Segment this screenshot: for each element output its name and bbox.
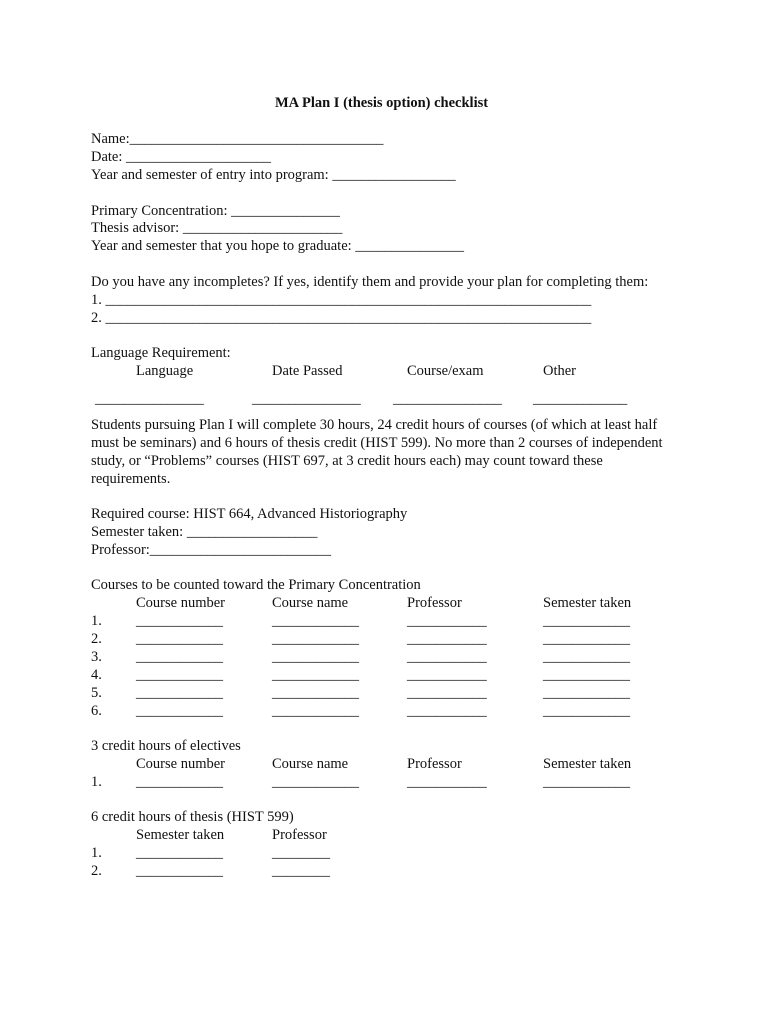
electives-blank[interactable]: ____________ xyxy=(136,774,223,790)
language-heading: Language Requirement: xyxy=(91,345,231,361)
primary-blank[interactable]: ____________ xyxy=(136,649,223,665)
requirements-paragraph: Students pursuing Plan I will complete 30 hours, 24 credit hours of courses (of which at least half must be seminars) and 6 hours of thesis credit (HIST 599). No more than 2 courses of independent study, or “Problems” courses (HIST 697, at 3 credit hours each) may count toward these requirements. xyxy=(91,417,663,487)
page-title: MA Plan I (thesis option) checklist xyxy=(275,95,489,111)
electives-col-professor: Professor xyxy=(407,756,462,772)
electives-blank[interactable]: ____________ xyxy=(543,774,630,790)
date-field[interactable]: Date: ____________________ xyxy=(91,149,272,165)
language-col-date: Date Passed xyxy=(272,363,343,379)
name-field[interactable]: Name:___________________________________ xyxy=(91,131,384,147)
primary-row-number: 3. xyxy=(91,649,102,665)
thesis-row-number: 1. xyxy=(91,845,102,861)
primary-blank[interactable]: ____________ xyxy=(136,631,223,647)
advisor-field[interactable]: Thesis advisor: ______________________ xyxy=(91,220,343,236)
electives-col-semester: Semester taken xyxy=(543,756,632,772)
primary-blank[interactable]: ____________ xyxy=(136,667,223,683)
primary-row-number: 6. xyxy=(91,703,102,719)
primary-blank[interactable]: ____________ xyxy=(272,703,359,719)
primary-col-number: Course number xyxy=(136,595,225,611)
graduate-field[interactable]: Year and semester that you hope to graduate: _______________ xyxy=(91,238,465,254)
thesis-col-professor: Professor xyxy=(272,827,327,843)
primary-blank[interactable]: ____________ xyxy=(272,631,359,647)
primary-blank[interactable]: ____________ xyxy=(543,631,630,647)
language-blank-language[interactable]: _______________ xyxy=(95,391,204,407)
primary-blank[interactable]: ___________ xyxy=(407,613,487,629)
electives-row-number: 1. xyxy=(91,774,102,790)
thesis-blank[interactable]: ________ xyxy=(272,845,330,861)
thesis-heading: 6 credit hours of thesis (HIST 599) xyxy=(91,809,294,825)
language-blank-other[interactable]: _____________ xyxy=(533,391,628,407)
primary-row-number: 2. xyxy=(91,631,102,647)
primary-blank[interactable]: ___________ xyxy=(407,649,487,665)
language-col-course: Course/exam xyxy=(407,363,484,379)
primary-blank[interactable]: ____________ xyxy=(543,649,630,665)
primary-heading: Courses to be counted toward the Primary Concentration xyxy=(91,577,421,593)
electives-blank[interactable]: ____________ xyxy=(272,774,359,790)
thesis-row-number: 2. xyxy=(91,863,102,879)
primary-blank[interactable]: ____________ xyxy=(136,685,223,701)
concentration-field[interactable]: Primary Concentration: _______________ xyxy=(91,203,340,219)
primary-blank[interactable]: ____________ xyxy=(543,613,630,629)
required-course: Required course: HIST 664, Advanced Historiography xyxy=(91,506,408,522)
primary-blank[interactable]: ____________ xyxy=(272,667,359,683)
primary-blank[interactable]: ____________ xyxy=(543,703,630,719)
required-professor-field[interactable]: Professor:_________________________ xyxy=(91,542,332,558)
electives-heading: 3 credit hours of electives xyxy=(91,738,241,754)
primary-row-number: 1. xyxy=(91,613,102,629)
language-col-language: Language xyxy=(136,363,194,379)
electives-col-name: Course name xyxy=(272,756,349,772)
thesis-blank[interactable]: ____________ xyxy=(136,863,223,879)
primary-blank[interactable]: ____________ xyxy=(272,613,359,629)
primary-blank[interactable]: ___________ xyxy=(407,667,487,683)
electives-col-number: Course number xyxy=(136,756,225,772)
language-blank-course[interactable]: _______________ xyxy=(393,391,502,407)
entry-field[interactable]: Year and semester of entry into program: _________________ xyxy=(91,167,456,183)
primary-col-semester: Semester taken xyxy=(543,595,632,611)
thesis-blank[interactable]: ____________ xyxy=(136,845,223,861)
language-col-other: Other xyxy=(543,363,577,379)
incomplete-line-1[interactable]: 1. ___________________________________________________________________ xyxy=(91,292,592,308)
primary-blank[interactable]: ____________ xyxy=(136,613,223,629)
primary-col-professor: Professor xyxy=(407,595,462,611)
incomplete-line-2[interactable]: 2. ___________________________________________________________________ xyxy=(91,310,592,326)
language-blank-date[interactable]: _______________ xyxy=(252,391,361,407)
primary-col-name: Course name xyxy=(272,595,349,611)
electives-blank[interactable]: ___________ xyxy=(407,774,487,790)
primary-blank[interactable]: ___________ xyxy=(407,685,487,701)
primary-row-number: 5. xyxy=(91,685,102,701)
primary-blank[interactable]: ____________ xyxy=(272,649,359,665)
incompletes-question: Do you have any incompletes? If yes, identify them and provide your plan for completing them: xyxy=(91,274,649,290)
primary-blank[interactable]: ____________ xyxy=(543,685,630,701)
primary-blank[interactable]: ____________ xyxy=(272,685,359,701)
primary-blank[interactable]: ____________ xyxy=(543,667,630,683)
primary-blank[interactable]: ___________ xyxy=(407,631,487,647)
primary-row-number: 4. xyxy=(91,667,102,683)
thesis-col-semester: Semester taken xyxy=(136,827,225,843)
primary-blank[interactable]: ____________ xyxy=(136,703,223,719)
required-semester-field[interactable]: Semester taken: __________________ xyxy=(91,524,318,540)
primary-blank[interactable]: ___________ xyxy=(407,703,487,719)
thesis-blank[interactable]: ________ xyxy=(272,863,330,879)
